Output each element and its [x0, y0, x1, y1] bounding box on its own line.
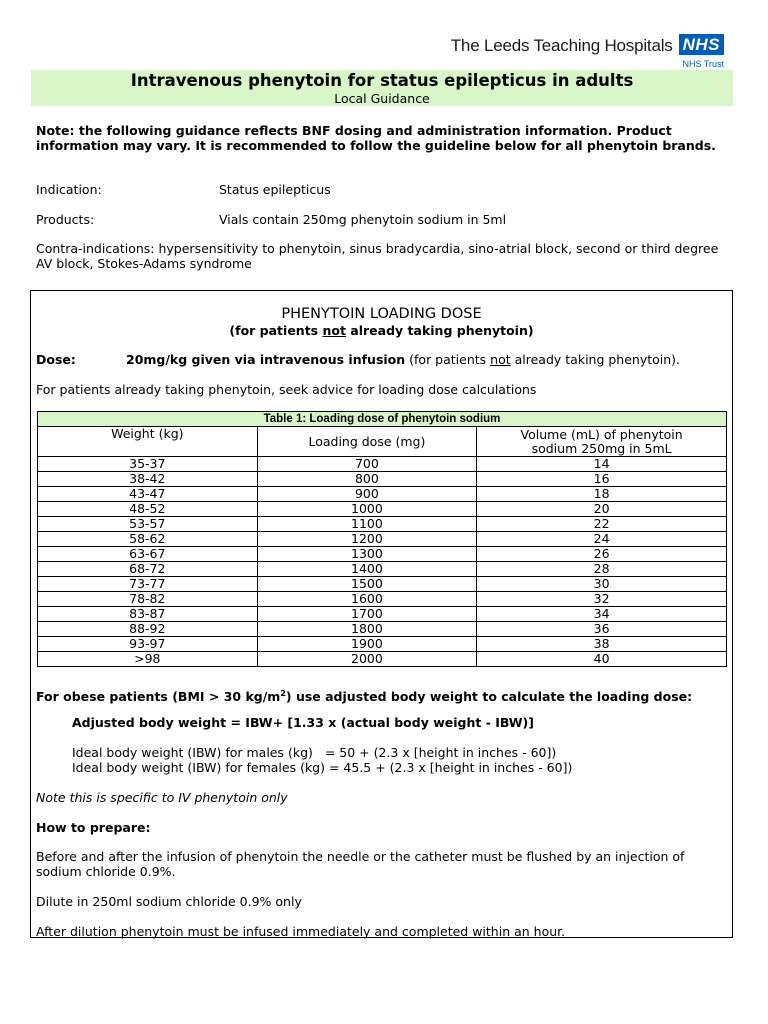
table-header-weight: Weight (kg)	[38, 427, 258, 457]
weight-cell: 78-82	[38, 592, 258, 607]
subtitle-not: not	[322, 323, 346, 338]
dose-value: 20mg/kg given via intravenous infusion	[126, 352, 406, 367]
weight-cell: 68-72	[38, 562, 258, 577]
weight-cell: 73-77	[38, 577, 258, 592]
already-taking-note: For patients already taking phenytoin, seek advice for loading dose calculations	[36, 382, 537, 397]
table-header-dose: Loading dose (mg)	[257, 427, 477, 457]
nhs-logo-block	[679, 34, 724, 72]
table-row	[38, 577, 727, 592]
indication-row	[36, 182, 736, 197]
volume-cell: 24	[477, 532, 727, 547]
trust-logo	[451, 34, 724, 72]
weight-cell: 88-92	[38, 622, 258, 637]
table-header-volume: Volume (mL) of phenytoin sodium 250mg in 5mL	[477, 427, 727, 457]
table-row	[38, 457, 727, 472]
dose-cell: 900	[257, 487, 477, 502]
loading-dose-table	[37, 411, 727, 667]
dose-note: (for patients	[405, 352, 491, 367]
weight-cell: 83-87	[38, 607, 258, 622]
iv-specific-note: Note this is specific to IV phenytoin only	[36, 790, 288, 805]
volume-cell: 36	[477, 622, 727, 637]
dose-cell: 800	[257, 472, 477, 487]
table-row	[38, 637, 727, 652]
weight-cell: >98	[38, 652, 258, 667]
table-caption: Table 1: Loading dose of phenytoin sodium	[38, 412, 727, 427]
dose-cell: 2000	[257, 652, 477, 667]
table-row	[38, 502, 727, 517]
nhs-logo: NHS	[679, 34, 724, 55]
table-row	[38, 532, 727, 547]
table-row	[38, 592, 727, 607]
prepare-step-flush: Before and after the infusion of phenytoin the needle or the catheter must be flushed by an injection of sodium chloride 0.9%.	[36, 849, 685, 879]
dose-not: not	[490, 352, 511, 367]
prepare-heading: How to prepare:	[36, 820, 151, 835]
trust-name: The Leeds Teaching Hospitals	[450, 36, 673, 55]
table-row	[38, 547, 727, 562]
dose-cell: 1000	[257, 502, 477, 517]
subtitle-part: already taking phenytoin)	[345, 323, 534, 338]
prepare-step-infuse: After dilution phenytoin must be infused immediately and completed within an hour.	[36, 924, 566, 939]
loading-dose-box	[30, 290, 733, 938]
obese-superscript: 2	[280, 689, 286, 698]
dose-note: already taking phenytoin).	[510, 352, 681, 367]
adjusted-body-weight-formula: Adjusted body weight = IBW+ [1.33 x (actual body weight - IBW)]	[72, 715, 534, 730]
dose-cell: 1100	[257, 517, 477, 532]
dose-cell: 1700	[257, 607, 477, 622]
table-body	[38, 457, 727, 667]
weight-cell: 35-37	[38, 457, 258, 472]
volume-cell: 28	[477, 562, 727, 577]
ibw-male-formula: Ideal body weight (IBW) for males (kg) = 50 + (2.3 x [height in inches - 60])	[72, 745, 557, 760]
products-label: Products:	[36, 212, 95, 227]
dose-cell: 1800	[257, 622, 477, 637]
volume-cell: 34	[477, 607, 727, 622]
volume-cell: 16	[477, 472, 727, 487]
contra-indications: Contra-indications: hypersensitivity to phenytoin, sinus bradycardia, sino-atrial block, second or third degree AV block, Stokes-Adams syndrome	[36, 241, 719, 271]
weight-cell: 58-62	[38, 532, 258, 547]
dose-cell: 700	[257, 457, 477, 472]
subtitle-part: (for patients	[229, 323, 323, 338]
dose-cell: 1400	[257, 562, 477, 577]
page-subtitle: Local Guidance	[334, 91, 430, 106]
nhs-trust-label: NHS Trust	[682, 59, 724, 69]
volume-cell: 18	[477, 487, 727, 502]
table-row	[38, 487, 727, 502]
table-row	[38, 607, 727, 622]
volume-cell: 26	[477, 547, 727, 562]
loading-dose-subtitle	[31, 323, 732, 338]
obese-text: For obese patients (BMI > 30 kg/m	[36, 689, 281, 705]
dose-cell: 1200	[257, 532, 477, 547]
table-row	[38, 472, 727, 487]
weight-cell: 48-52	[38, 502, 258, 517]
products-value: Vials contain 250mg phenytoin sodium in 5ml	[219, 212, 507, 227]
weight-cell: 93-97	[38, 637, 258, 652]
indication-value: Status epilepticus	[219, 182, 331, 197]
title-banner	[31, 70, 733, 106]
dose-cell: 1600	[257, 592, 477, 607]
dose-cell: 1500	[257, 577, 477, 592]
dose-line	[36, 352, 726, 367]
volume-cell: 22	[477, 517, 727, 532]
volume-cell: 38	[477, 637, 727, 652]
volume-cell: 40	[477, 652, 727, 667]
indication-label: Indication:	[36, 182, 102, 197]
page-title: Intravenous phenytoin for status epilepticus in adults	[130, 71, 634, 90]
table-row	[38, 652, 727, 667]
table-row	[38, 622, 727, 637]
weight-cell: 53-57	[38, 517, 258, 532]
weight-cell: 63-67	[38, 547, 258, 562]
guidance-note: Note: the following guidance reflects BNF dosing and administration information. Product information may vary. It is recommended to follow the guideline below for all phenytoin brands.	[36, 123, 716, 153]
weight-cell: 38-42	[38, 472, 258, 487]
table-row	[38, 517, 727, 532]
volume-cell: 32	[477, 592, 727, 607]
table-row	[38, 562, 727, 577]
dose-cell: 1300	[257, 547, 477, 562]
obese-text: ) use adjusted body weight to calculate the loading dose:	[285, 689, 693, 705]
products-row	[36, 212, 736, 227]
loading-dose-title: PHENYTOIN LOADING DOSE	[281, 306, 482, 322]
volume-cell: 30	[477, 577, 727, 592]
ibw-female-formula: Ideal body weight (IBW) for females (kg) = 45.5 + (2.3 x [height in inches - 60])	[72, 760, 573, 775]
dose-label: Dose:	[36, 352, 76, 367]
prepare-step-dilute: Dilute in 250ml sodium chloride 0.9% only	[36, 894, 302, 909]
dose-cell: 1900	[257, 637, 477, 652]
volume-cell: 14	[477, 457, 727, 472]
obese-patients-note	[36, 686, 731, 704]
weight-cell: 43-47	[38, 487, 258, 502]
volume-cell: 20	[477, 502, 727, 517]
